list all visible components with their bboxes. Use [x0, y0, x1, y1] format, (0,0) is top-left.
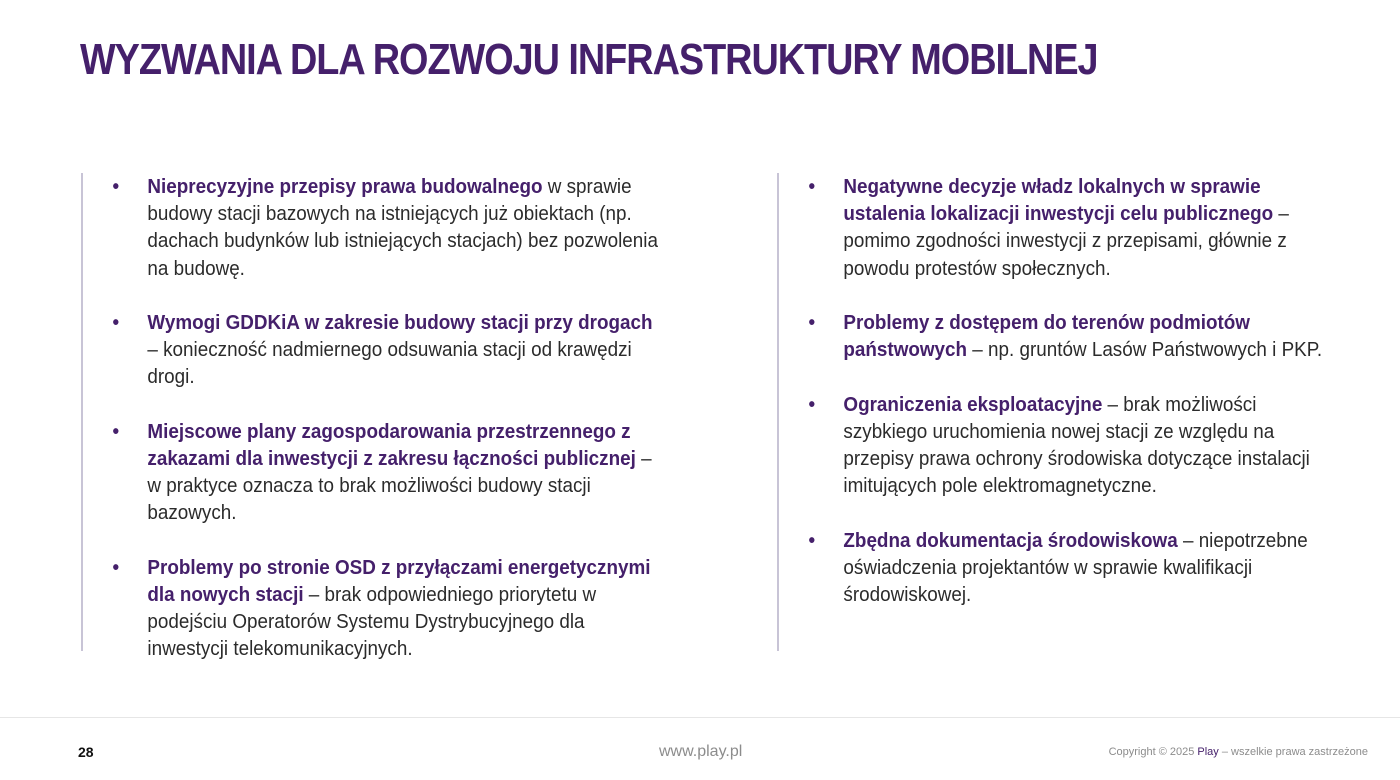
- item-text: – np. gruntów Lasów Państwowych i PKP.: [967, 338, 1323, 362]
- item-text: – w praktyce oznacza to brak możliwości budowy stacji bazowych.: [147, 447, 652, 525]
- list-item: [779, 309, 1340, 363]
- list-item: [779, 173, 1340, 282]
- bullet-icon: •: [112, 311, 120, 334]
- bullet-icon: •: [112, 555, 120, 579]
- item-text: – niepotrzebne oświadczenia projektantów w sprawie kwalifikacji środowiskowej.: [843, 528, 1308, 606]
- item-text: – pomimo zgodności inwestycji z przepisami, głównie z powodu protestów społecznych.: [843, 202, 1289, 280]
- list-item: [779, 391, 1340, 500]
- left-column: [81, 173, 723, 661]
- item-heading: Nieprecyzyjne przepisy prawa budowalnego: [147, 175, 543, 198]
- copyright-prefix: Copyright © 2025: [1108, 746, 1198, 758]
- bullet-icon: •: [808, 175, 816, 198]
- item-heading: Zbędna dokumentacja środowiskowa: [843, 528, 1178, 552]
- list-item: [83, 173, 663, 282]
- right-column: [777, 173, 1379, 651]
- list-item: [83, 309, 663, 391]
- item-heading: Negatywne decyzje władz lokalnych w sprawie ustalenia lokalizacji inwestycji celu publicznego: [843, 175, 1274, 226]
- bullet-icon: •: [808, 392, 816, 416]
- footer-divider: [0, 717, 1400, 718]
- item-heading: Ograniczenia eksploatacyjne: [843, 392, 1103, 416]
- list-item: [779, 527, 1340, 609]
- item-heading: Wymogi GDDKiA w zakresie budowy stacji przy drogach: [147, 311, 653, 334]
- bullet-icon: •: [808, 311, 816, 334]
- item-text: w sprawie budowy stacji bazowych na istniejących już obiektach (np. dachach budynków lub istniejących stacjach) bez pozwolenia na budowę.: [147, 175, 658, 280]
- brand-name: Play: [1197, 746, 1219, 758]
- copyright-suffix: – wszelkie prawa zastrzeżone: [1218, 746, 1368, 758]
- bullet-icon: •: [808, 528, 816, 552]
- list-item: [83, 554, 663, 663]
- right-challenge-list: [779, 173, 1379, 608]
- item-heading: Miejscowe plany zagospodarowania przestrzennego z zakazami dla inwestycji z zakresu łączności publicznej: [147, 419, 636, 470]
- list-item: [83, 418, 663, 527]
- item-heading: Problemy po stronie OSD z przyłączami energetycznymi dla nowych stacji: [147, 555, 651, 606]
- bullet-icon: •: [112, 175, 120, 198]
- page-number: 28: [78, 744, 94, 760]
- item-text: – konieczność nadmiernego odsuwania stacji od krawędzi drogi.: [147, 338, 632, 389]
- left-challenge-list: [83, 173, 723, 663]
- item-text: – brak możliwości szybkiego uruchomienia nowej stacji ze względu na przepisy prawa ochrony środowiska dotyczące instalacji imitujących pole elektromagnetyczne.: [843, 392, 1310, 498]
- item-text: – brak odpowiedniego priorytetu w podejściu Operatorów Systemu Dystrybucyjnego dla inwestycji telekomunikacyjnych.: [147, 583, 597, 661]
- bullet-icon: •: [112, 419, 120, 443]
- copyright-notice: [1109, 746, 1368, 758]
- website-link[interactable]: www.play.pl: [659, 743, 743, 760]
- page-title: WYZWANIA DLA ROZWOJU INFRASTRUKTURY MOBILNEJ: [80, 35, 1098, 84]
- item-heading: Problemy z dostępem do terenów podmiotów państwowych: [843, 311, 1250, 362]
